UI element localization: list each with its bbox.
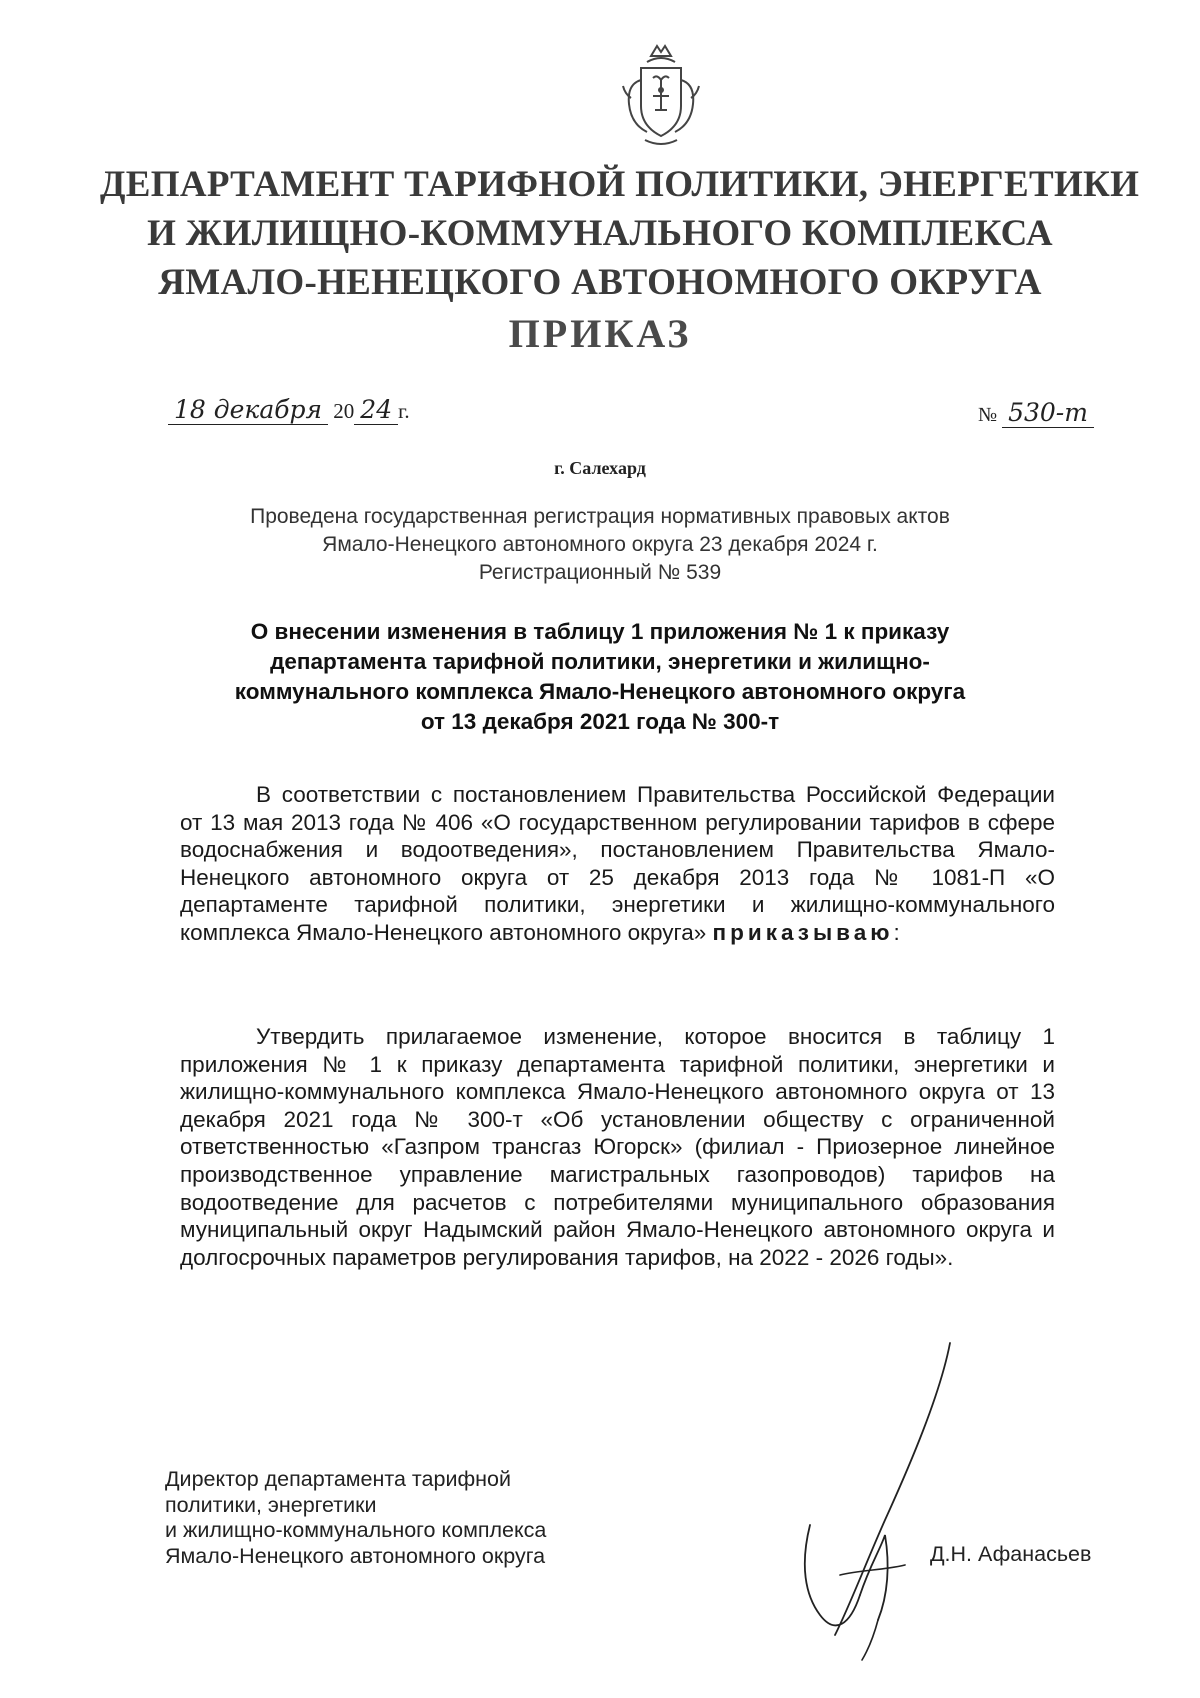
order-date [168, 395, 410, 424]
document-type: ПРИКАЗ [508, 311, 692, 356]
signatory-name: Д.Н. Афанасьев [930, 1542, 1092, 1566]
order-number [978, 398, 1094, 427]
order-date-year-prefix: 20 [333, 399, 355, 423]
order-date-year-tail: г. [398, 399, 410, 423]
signatory-position-line: Директор департамента тарифной [165, 1467, 511, 1491]
department-line: ДЕПАРТАМЕНТ ТАРИФНОЙ ПОЛИТИКИ, ЭНЕРГЕТИКИ [100, 164, 1140, 205]
subject-line: от 13 декабря 2021 года № 300-т [420, 709, 780, 734]
subject-line: департамента тарифной политики, энергетики и жилищно- [270, 649, 930, 674]
subject-line: коммунального комплекса Ямало-Ненецкого автономного округа [234, 679, 966, 704]
body-paragraph-1 [180, 781, 1055, 947]
order-date-day-month: 18 декабря [168, 395, 328, 425]
subject-line: О внесении изменения в таблицу 1 приложения № 1 к приказу [250, 619, 950, 644]
registration-line: Регистрационный № 539 [478, 561, 722, 584]
order-subject [170, 617, 1030, 737]
order-date-year-suffix: 24 [354, 395, 398, 425]
registration-note [150, 503, 1050, 587]
department-title [100, 160, 1140, 307]
signatory-position-line: политики, энергетики [165, 1492, 377, 1517]
handwritten-signature-icon [790, 1335, 970, 1665]
signatory-position-line: и жилищно-коммунального комплекса [165, 1518, 547, 1542]
paragraph-1-emphasis: приказываю [712, 919, 894, 945]
paragraph-1-text: В соответствии с постановлением Правительства Российской Федерации от 13 мая 2013 года № 406 «О государственном регулировании тарифов в сфере водоснабжения и водоотведения», постановлением Правительства Ямало-Ненецкого автономного округа от 25 декабря 2013 года № 1081-П «О департаменте тарифной политики, энергетики и жилищно-коммунального комплекса Ямало-Ненецкого автономного округа» [180, 782, 1055, 945]
order-number-label: № [978, 404, 998, 426]
order-number-value: 530-т [1002, 398, 1094, 428]
department-line: И ЖИЛИЩНО-КОММУНАЛЬНОГО КОМПЛЕКСА [147, 213, 1053, 254]
registration-line: Ямало-Ненецкого автономного округа 23 декабря 2024 г. [322, 533, 878, 556]
signatory-position [165, 1467, 546, 1569]
registration-line: Проведена государственная регистрация нормативных правовых актов [250, 505, 950, 528]
coat-of-arms-icon [617, 40, 705, 152]
signatory-position-line: Ямало-Ненецкого автономного округа [165, 1543, 546, 1568]
city: г. Салехард [554, 458, 646, 478]
paragraph-2-text: Утвердить прилагаемое изменение, которое вносится в таблицу 1 приложения № 1 к приказу департамента тарифной политики, энергетики и жилищно-коммунального комплекса Ямало-Ненецкого автономного округа от 13 декабря 2021 года № 300-т «Об установлении обществу с ограниченной ответственностью «Газпром трансгаз Югорск» (филиал - Приозерное линейное производственное управление магистральных газопроводов) тарифов на водоотведение для расчетов с потребителями муниципального образования муниципальный округ Надымский район Ямало-Ненецкого автономного округа и долгосрочных параметров регулирования тарифов, на 2022 - 2026 годы». [180, 1024, 1055, 1270]
department-line: ЯМАЛО-НЕНЕЦКОГО АВТОНОМНОГО ОКРУГА [158, 262, 1042, 303]
body-paragraph-2 [180, 1023, 1055, 1271]
paragraph-1-end: : [893, 919, 900, 945]
